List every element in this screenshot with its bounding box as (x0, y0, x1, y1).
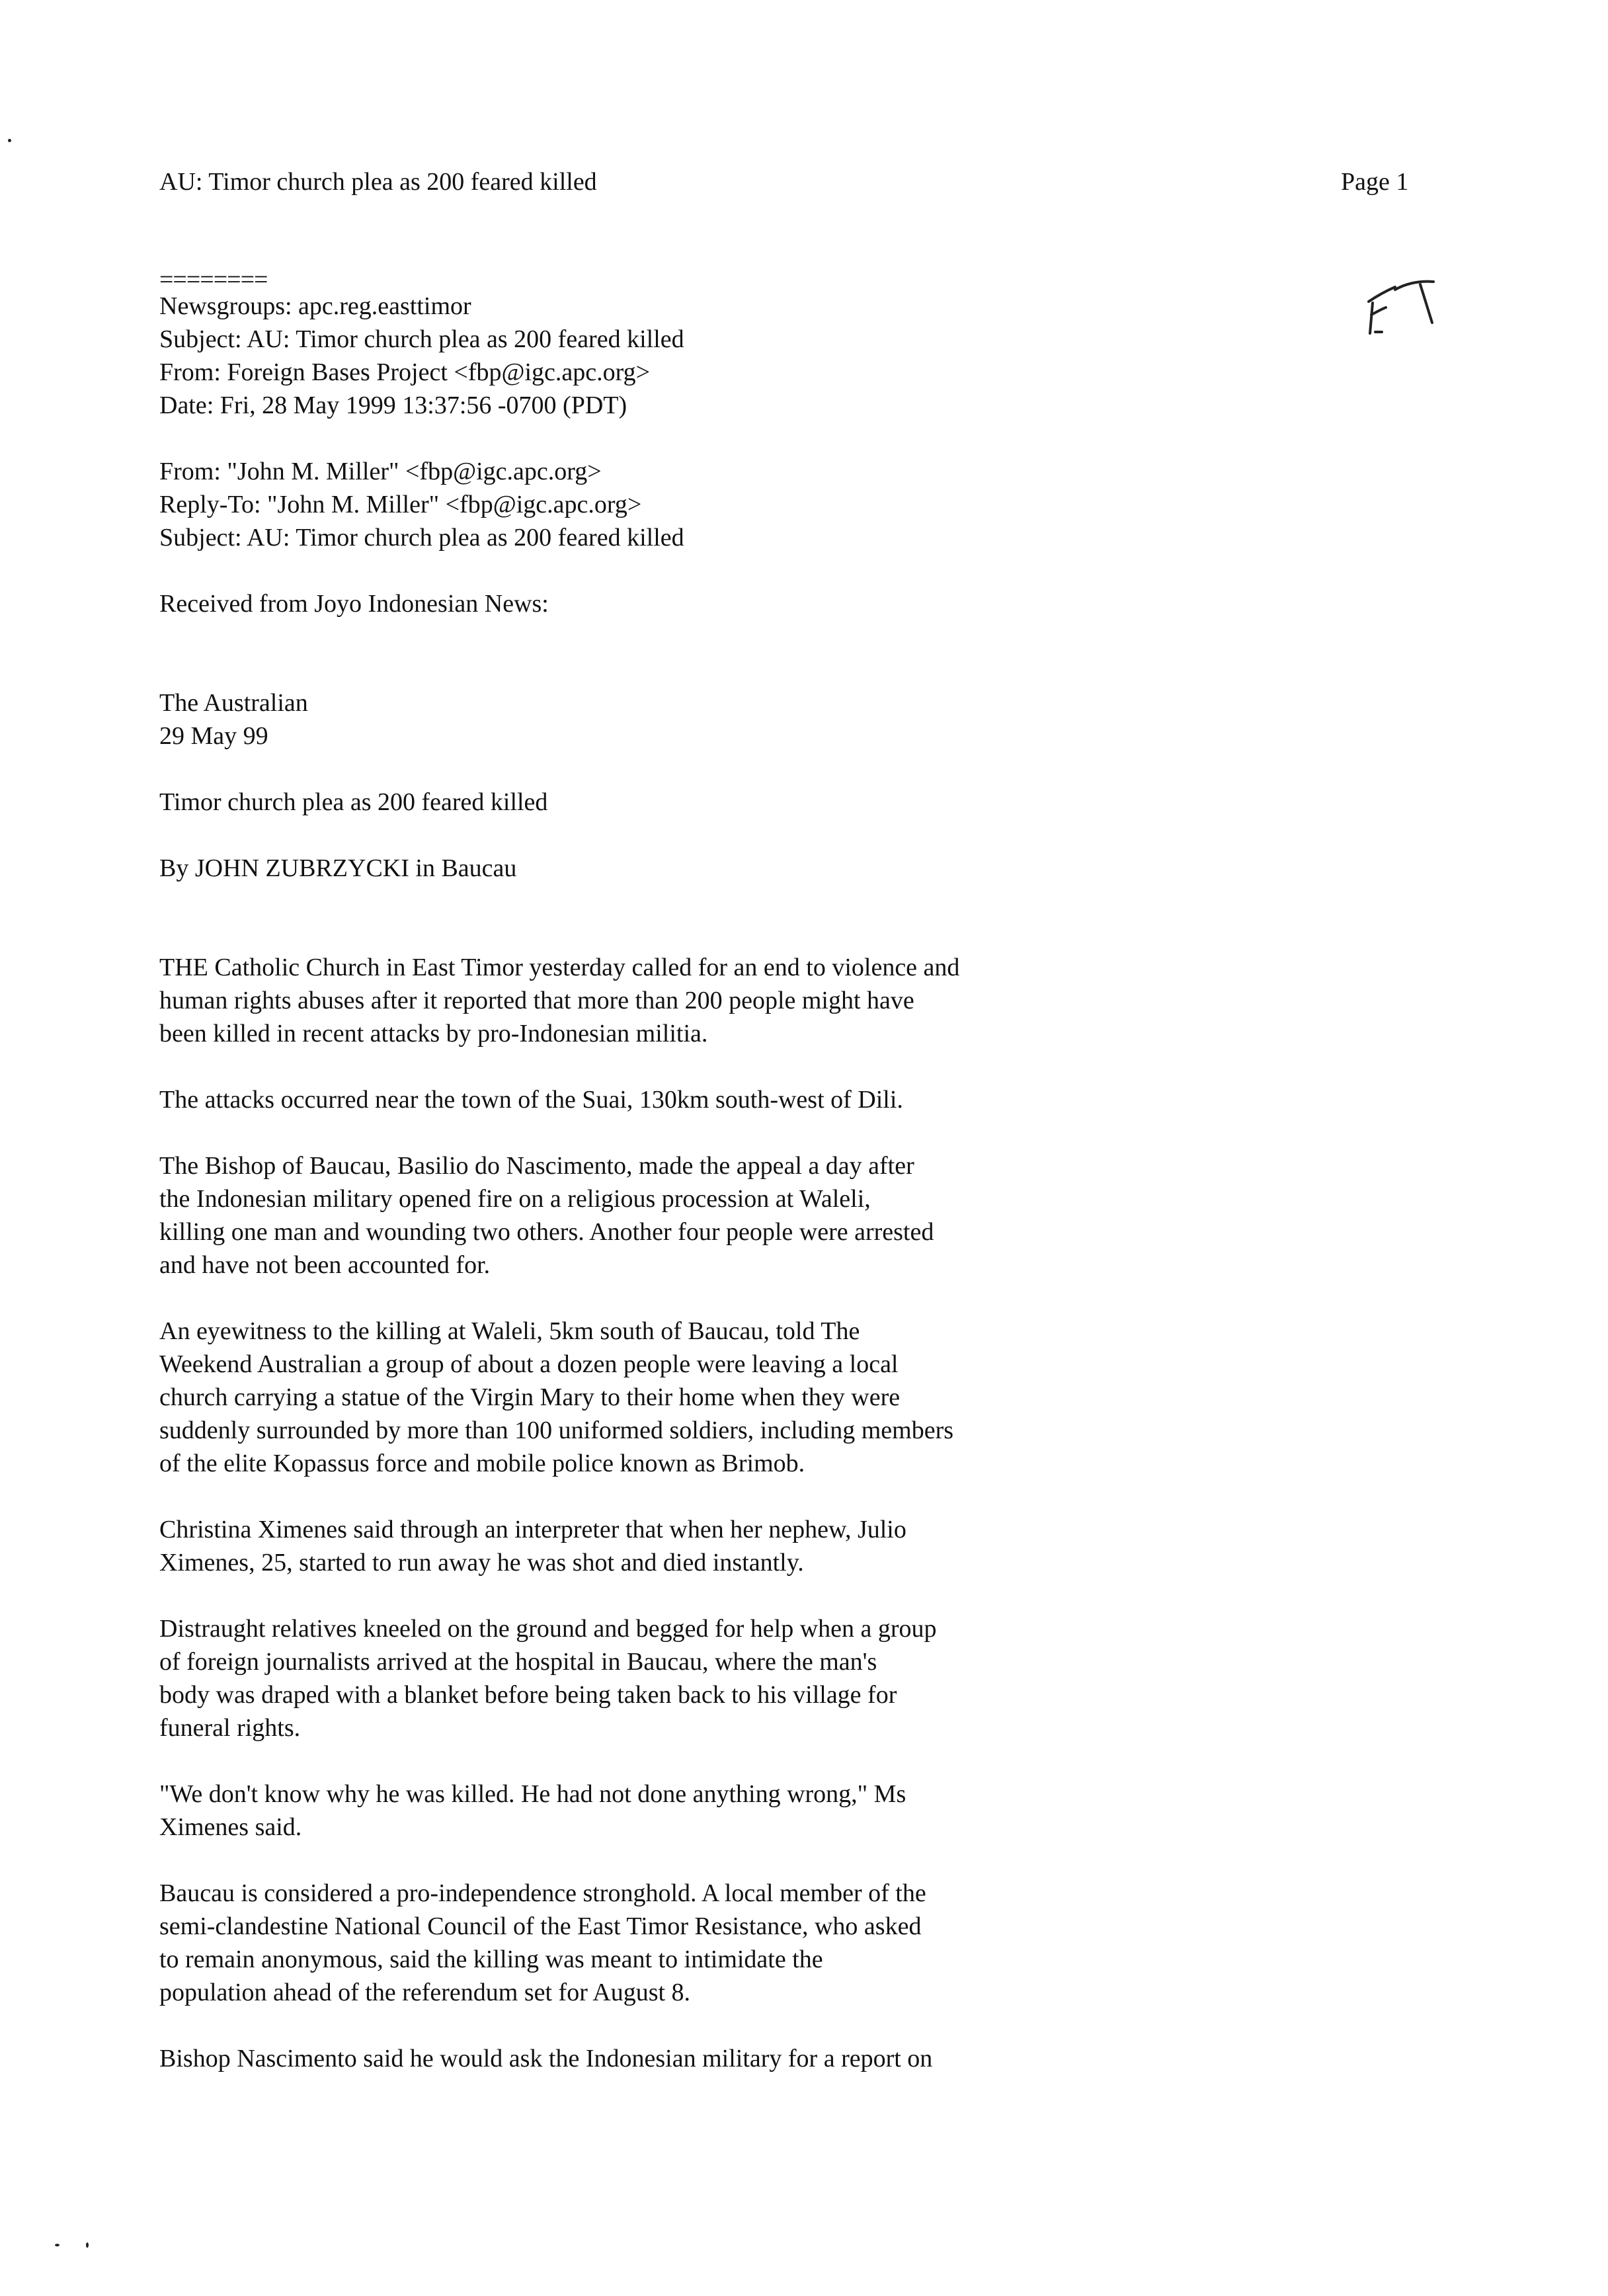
article-paragraph (159, 1315, 1098, 1480)
paragraph-line: of the elite Kopassus force and mobile police known as Brimob. (159, 1450, 805, 1477)
source-block (159, 686, 1098, 753)
received-line: Received from Joyo Indonesian News: (159, 590, 549, 618)
paragraph-line: been killed in recent attacks by pro-Indonesian militia. (159, 1020, 708, 1047)
article-paragraph (159, 2042, 1098, 2075)
subject-line: Subject: AU: Timor church plea as 200 feared killed (159, 325, 684, 353)
article-paragraph (159, 1513, 1098, 1579)
paragraph-line: The attacks occurred near the town of the Suai, 130km south-west of Dili. (159, 1086, 903, 1114)
paragraph-line: semi-clandestine National Council of the East Timor Resistance, who asked (159, 1912, 922, 1940)
paragraph-line: church carrying a statue of the Virgin Mary to their home when they were (159, 1383, 901, 1411)
paragraph-line: to remain anonymous, said the killing was meant to intimidate the (159, 1946, 823, 1973)
paragraph-line: human rights abuses after it reported that more than 200 people might have (159, 987, 914, 1014)
paragraph-line: Ximenes, 25, started to run away he was shot and died instantly. (159, 1549, 804, 1577)
article-paragraph (159, 1149, 1098, 1282)
paragraph-line: funeral rights. (159, 1714, 301, 1742)
reply-to-line: Reply-To: "John M. Miller" <fbp@igc.apc.org> (159, 491, 642, 518)
paragraph-line: suddenly surrounded by more than 100 uniformed soldiers, including members (159, 1416, 954, 1444)
paragraph-line: killing one man and wounding two others. Another four people were arrested (159, 1218, 934, 1246)
separator-line: ======== (159, 266, 268, 294)
article-paragraph (159, 951, 1098, 1050)
paragraph-line: of foreign journalists arrived at the hospital in Baucau, where the man's (159, 1648, 877, 1676)
article-headline: Timor church plea as 200 feared killed (159, 788, 548, 816)
scan-speck (8, 139, 11, 142)
paragraph-line: body was draped with a blanket before being taken back to his village for (159, 1681, 897, 1709)
publication-name: The Australian (159, 689, 308, 717)
paragraph-line: Baucau is considered a pro-independence stronghold. A local member of the (159, 1879, 926, 1907)
email-subject-line: Subject: AU: Timor church plea as 200 feared killed (159, 524, 684, 552)
paragraph-line: Bishop Nascimento said he would ask the Indonesian military for a report on (159, 2045, 933, 2072)
newsgroup-header-block (159, 290, 1098, 422)
document-content (159, 263, 1098, 2075)
page-header-title: AU: Timor church plea as 200 feared killed (159, 168, 597, 196)
paragraph-line: and have not been accounted for. (159, 1251, 491, 1279)
paragraph-line: Distraught relatives kneeled on the ground and begged for help when a group (159, 1615, 937, 1643)
newsgroups-line: Newsgroups: apc.reg.easttimor (159, 292, 471, 320)
scan-speck (55, 2244, 60, 2246)
article-paragraph (159, 1778, 1098, 1844)
paragraph-line: THE Catholic Church in East Timor yesterday called for an end to violence and (159, 954, 960, 981)
article-byline: By JOHN ZUBRZYCKI in Baucau (159, 854, 517, 882)
email-header-block (159, 455, 1098, 554)
page-number: Page 1 (1341, 168, 1409, 196)
paragraph-line: Christina Ximenes said through an interpreter that when her nephew, Julio (159, 1516, 906, 1543)
article-paragraph (159, 1612, 1098, 1744)
paragraph-line: Weekend Australian a group of about a dozen people were leaving a local (159, 1350, 899, 1378)
date-line: Date: Fri, 28 May 1999 13:37:56 -0700 (PDT) (159, 391, 627, 419)
scan-speck (86, 2242, 89, 2248)
paragraph-line: "We don't know why he was killed. He had not done anything wrong," Ms (159, 1780, 906, 1808)
paragraph-line: An eyewitness to the killing at Waleli, 5km south of Baucau, told The (159, 1317, 860, 1345)
paragraph-line: the Indonesian military opened fire on a religious procession at Waleli, (159, 1185, 871, 1213)
paragraph-line: The Bishop of Baucau, Basilio do Nascimento, made the appeal a day after (159, 1152, 914, 1180)
from-line: From: Foreign Bases Project <fbp@igc.apc.org> (159, 358, 651, 386)
paragraph-line: Ximenes said. (159, 1813, 302, 1841)
paragraph-line: population ahead of the referendum set for August 8. (159, 1979, 691, 2006)
handwritten-initials-mark (1357, 276, 1443, 349)
article-paragraph (159, 1083, 1098, 1116)
email-from-line: From: "John M. Miller" <fbp@igc.apc.org> (159, 458, 602, 485)
publication-date: 29 May 99 (159, 722, 268, 750)
article-paragraph (159, 1877, 1098, 2009)
